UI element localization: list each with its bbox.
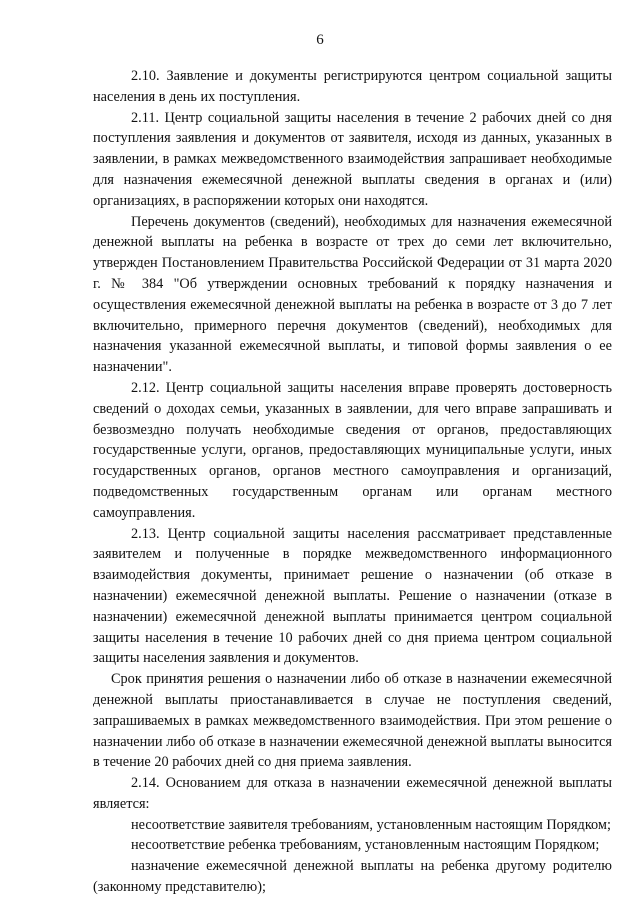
paragraph-2-14: 2.14. Основанием для отказа в назначении ежемесячной денежной выплаты является: bbox=[93, 775, 612, 812]
paragraph-2-10: 2.10. Заявление и документы регистрируются центром социальной защиты населения в день их поступления. bbox=[93, 68, 612, 105]
page-number: 6 bbox=[316, 32, 324, 48]
paragraph-document-list: Перечень документов (сведений), необходимых для назначения ежемесячной денежной выплаты на ребенка в возрасте от трех до семи лет включительно, утвержден Постановлением Правительства Российской Федерации от 31 марта 2020 г. № 384 "Об утверждении основных требований к порядку назначения и осуществления ежемесячной денежной выплаты на ребенка в возрасте от 3 до 7 лет включительно, примерного перечня документов (сведений), необходимых для назначения указанной ежемесячной выплаты, и типовой формы заявления о ее назначении". bbox=[93, 213, 612, 376]
paragraph-2-13: 2.13. Центр социальной защиты населения рассматривает представленные заявителем и полученные в порядке межведомственного информационного взаимодействия документы, принимает решение о назначении (об отказе в назначении) ежемесячной денежной выплаты. Решение о назначении (отказе в назначении) ежемесячной денежной выплаты принимается центром социальной защиты населения в течение 10 рабочих дней со дня приема центром социальной защиты населения заявления и документов. bbox=[93, 525, 612, 667]
paragraph-decision-term: Срок принятия решения о назначении либо об отказе в назначении ежемесячной денежной выплаты приостанавливается в случае не поступления сведений, запрашиваемых в рамках межведомственного взаимодействия. При этом решение о назначении либо об отказе в назначении ежемесячной денежной выплаты выносится в течение 20 рабочих дней со дня приема заявления. bbox=[93, 671, 612, 771]
list-item-applicant-mismatch: несоответствие заявителя требованиям, установленным настоящим Порядком; bbox=[131, 816, 611, 833]
list-item-other-parent: назначение ежемесячной денежной выплаты на ребенка другому родителю (законному представителю); bbox=[93, 858, 612, 896]
list-item-child-mismatch: несоответствие ребенка требованиям, установленным настоящим Порядком; bbox=[131, 837, 600, 854]
document-body bbox=[93, 66, 612, 898]
paragraph-2-12: 2.12. Центр социальной защиты населения вправе проверять достоверность сведений о доходах семьи, указанных в заявлении, для чего вправе запрашивать и безвозмездно получать необходимые сведения от органов, предоставляющих государственные услуги, органов, предоставляющих муниципальные услуги, иных государственных органов, органов местного самоуправления и организаций, подведомственных государственным органам или органам местного самоуправления. bbox=[93, 379, 612, 521]
paragraph-2-11: 2.11. Центр социальной защиты населения в течение 2 рабочих дней со дня поступления заявления и документов от заявителя, исходя из данных, указанных в заявлении, в рамках межведомственного взаимодействия запрашивает необходимые для назначения ежемесячной денежной выплаты сведения в органах и (или) организациях, в распоряжении которых они находятся. bbox=[93, 109, 612, 209]
